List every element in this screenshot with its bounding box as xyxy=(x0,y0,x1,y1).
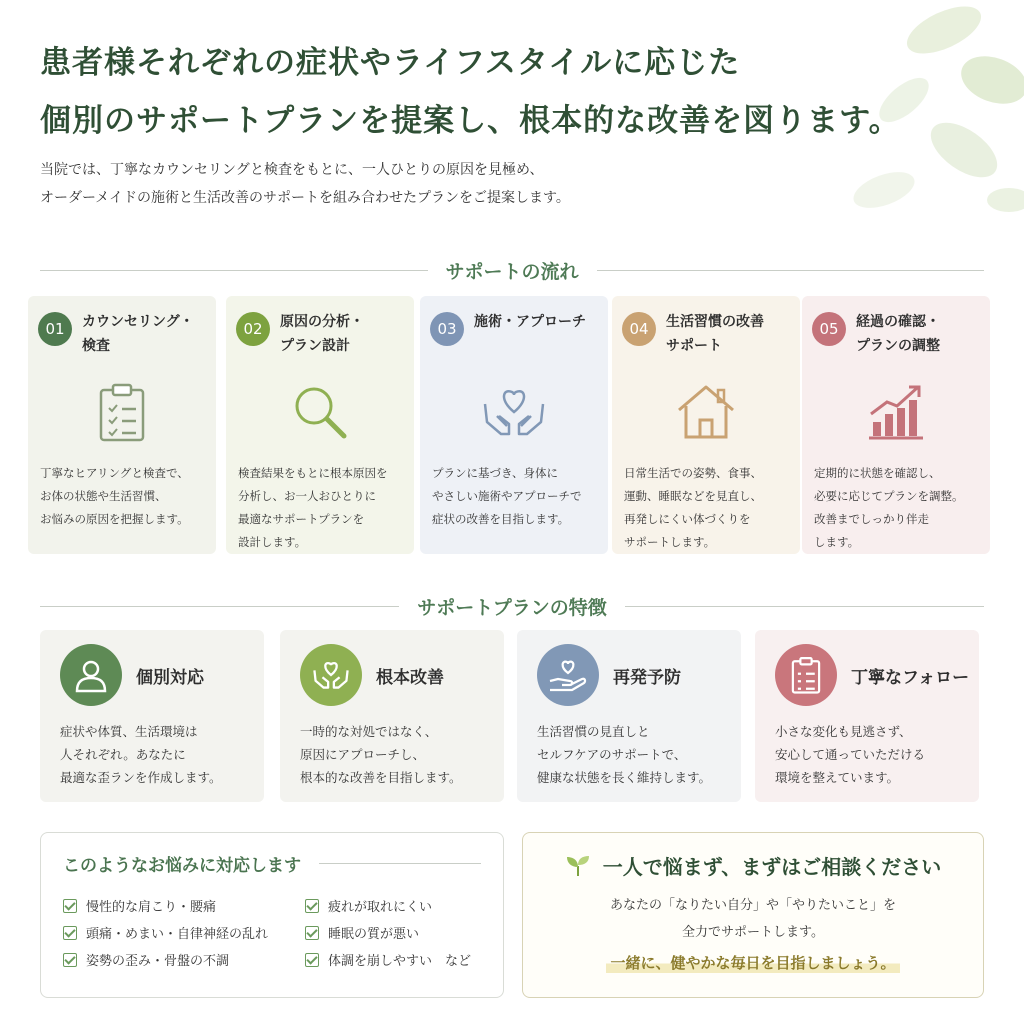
features-heading-label: サポートプランの特徴 xyxy=(417,596,607,619)
step-title: カウンセリング・ 検査 xyxy=(82,314,194,354)
check-icon xyxy=(305,899,319,913)
concern-text: 睡眠の質が悪い xyxy=(328,927,420,942)
concerns-title xyxy=(63,851,481,876)
feature-card-2 xyxy=(280,630,504,802)
flow-heading-label: サポートの流れ xyxy=(445,260,579,283)
growth-chart-icon xyxy=(865,382,927,442)
consult-body: あなたの「なりたい自分」や「やりたいこと」を 全力でサポートします。 xyxy=(609,898,896,940)
feature-card-4 xyxy=(755,630,979,802)
feature-title: 個別対応 xyxy=(136,667,204,688)
step-number: 04 xyxy=(622,312,656,346)
title-line-1: 患者様それぞれの症状やライフスタイルに応じた xyxy=(40,45,741,81)
step-card-1 xyxy=(28,296,216,554)
feature-desc: 生活習慣の見直しと セルフケアのサポートで、 健康な状態を長く維持します。 xyxy=(537,724,712,785)
feature-title: 再発予防 xyxy=(613,667,681,688)
divider xyxy=(319,863,481,864)
consult-box xyxy=(522,832,984,998)
concern-item xyxy=(305,896,485,915)
concerns-title-text: このようなお悩みに対応します xyxy=(63,856,301,876)
clipboard-icon xyxy=(791,656,821,694)
feature-desc: 一時的な対処ではなく、 原因にアプローチし、 根本的な改善を目指します。 xyxy=(300,724,462,785)
feature-icon-circle xyxy=(60,644,122,706)
step-card-3 xyxy=(420,296,608,554)
step-title: 生活習慣の改善 サポート xyxy=(666,314,764,354)
step-desc: 定期的に状態を確認し、 必要に応じてプランを調整。 改善までしっかり伴走 します。 xyxy=(814,466,964,549)
concern-text: 体調を崩しやすい など xyxy=(328,954,472,969)
step-desc: プランに基づき、身体に やさしい施術やアプローチで 症状の改善を目指します。 xyxy=(432,466,582,526)
step-desc: 検査結果をもとに根本原因を 分析し、お一人おひとりに 最適なサポートプランを 設計します。 xyxy=(238,466,388,549)
concerns-box xyxy=(40,832,504,998)
intro-line-2: オーダーメイドの施術と生活改善のサポートを組み合わせたプランをご提案します。 xyxy=(40,190,570,206)
concern-item xyxy=(63,923,305,942)
divider xyxy=(625,606,984,607)
feature-title: 根本改善 xyxy=(376,667,444,688)
magnifier-icon xyxy=(290,382,350,442)
step-title: 経過の確認・ プランの調整 xyxy=(856,314,940,354)
consult-title xyxy=(543,851,963,880)
hands-heart-icon xyxy=(479,382,549,442)
step-card-4 xyxy=(612,296,800,554)
step-number: 01 xyxy=(38,312,72,346)
check-icon xyxy=(305,926,319,940)
sprout-icon xyxy=(565,854,591,878)
check-icon xyxy=(63,926,77,940)
features-heading xyxy=(40,594,984,618)
feature-icon-circle xyxy=(537,644,599,706)
hands-heart-icon xyxy=(311,657,351,693)
concerns-list xyxy=(63,896,481,969)
check-icon xyxy=(63,899,77,913)
check-icon xyxy=(305,953,319,967)
flow-heading xyxy=(40,258,984,282)
feature-card-1 xyxy=(40,630,264,802)
clipboard-icon xyxy=(98,382,146,442)
consult-highlight: 一緒に、健やかな毎日を目指しましょう。 xyxy=(606,952,899,973)
person-icon xyxy=(73,657,109,693)
page-title xyxy=(40,34,940,150)
feature-icon-circle xyxy=(775,644,837,706)
step-number: 02 xyxy=(236,312,270,346)
divider xyxy=(597,270,985,271)
step-number: 03 xyxy=(430,312,464,346)
concern-text: 頭痛・めまい・自律神経の乱れ xyxy=(86,927,269,942)
concern-item xyxy=(63,950,305,969)
feature-card-3 xyxy=(517,630,741,802)
intro-text xyxy=(40,156,840,212)
feature-desc: 症状や体質、生活環境は 人それぞれ。あなたに 最適な歪ランを作成します。 xyxy=(60,724,222,785)
step-number: 05 xyxy=(812,312,846,346)
divider xyxy=(40,606,399,607)
concern-text: 姿勢の歪み・骨盤の不調 xyxy=(86,954,230,969)
step-desc: 丁寧なヒアリングと検査で、 お体の状態や生活習慣、 お悩みの原因を把握します。 xyxy=(40,466,189,526)
concern-item xyxy=(305,950,485,969)
feature-desc: 小さな変化も見逃さず、 安心して通っていただける 環境を整えています。 xyxy=(775,724,926,785)
house-icon xyxy=(675,382,737,442)
concern-item xyxy=(63,896,305,915)
feature-icon-circle xyxy=(300,644,362,706)
check-icon xyxy=(63,953,77,967)
step-title: 施術・アプローチ xyxy=(474,314,586,330)
intro-line-1: 当院では、丁寧なカウンセリングと検査をもとに、一人ひとりの原因を見極め、 xyxy=(40,162,544,178)
concern-text: 慢性的な肩こり・腰痛 xyxy=(86,900,217,915)
feature-cards xyxy=(40,630,980,802)
concern-item xyxy=(305,923,485,942)
step-card-5 xyxy=(802,296,990,554)
step-card-2 xyxy=(226,296,414,554)
step-desc: 日常生活での姿勢、食事、 運動、睡眠などを見直し、 再発しにくい体づくりを サポートします。 xyxy=(624,466,762,549)
flow-steps xyxy=(28,296,994,554)
consult-title-text: 一人で悩まず、まずはご相談ください xyxy=(602,855,942,879)
title-line-2: 個別のサポートプランを提案し、根本的な改善を図ります。 xyxy=(40,103,901,139)
step-title: 原因の分析・ プラン設計 xyxy=(280,314,364,354)
concern-text: 疲れが取れにくい xyxy=(328,900,433,915)
divider xyxy=(40,270,428,271)
feature-title: 丁寧なフォロー xyxy=(851,667,970,688)
hand-heart-icon xyxy=(548,657,588,693)
